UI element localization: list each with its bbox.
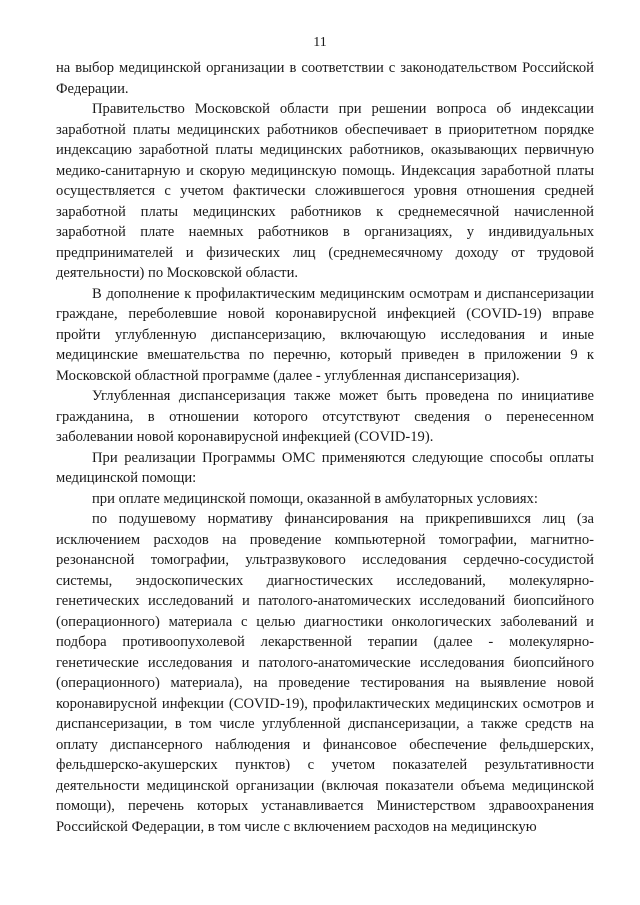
paragraph-per-capita-standard: по подушевому нормативу финансирования на прикрепившихся лиц (за исключением расходов на проведение компьютерной томографии, магнитно-резонансной томографии, ультразвукового исследования сердечно-сосудистой системы, эндоскопических диагностических исследований, молекулярно-генетических исследований и патолого-анатомических исследований биопсийного (операционного) материала с целью диагностики онкологических заболеваний и подбора противоопухолевой лекарственной терапии (далее - молекулярно-генетические исследования и патолого-анатомические исследования биопсийного (операционного) материала), на проведение тестирования на выявление новой коронавирусной инфекции (COVID-19), профилактических медицинских осмотров и диспансеризации, в том числе углубленной диспансеризации, а также средств на оплату диспансерного наблюдения и финансовое обеспечение фельдшерских, фельдшерско-акушерских пунктов) с учетом показателей результативности деятельности медицинской организации (включая показатели объема медицинской помощи), перечень которых устанавливается Министерством здравоохранения Российской Федерации, в том числе с включением расходов на медицинскую	[56, 511, 594, 835]
paragraph-payment-methods: При реализации Программы ОМС применяются следующие способы оплаты медицинской помощи:	[56, 449, 594, 486]
page-number: 11	[313, 35, 327, 50]
paragraph-outpatient-payment: при оплате медицинской помощи, оказанной в амбулаторных условиях:	[92, 490, 538, 507]
paragraph-dispensarization-initiative: Углубленная диспансеризация также может быть проведена по инициативе гражданина, в отношении которого отсутствуют сведения о перенесенном заболевании новой коронавирусной инфекцией (COVID-19).	[56, 388, 594, 445]
paragraph-salary-indexation: Правительство Московской области при решении вопроса об индексации заработной платы медицинских работников обеспечивает в приоритетном порядке индексацию заработной платы медицинских работников, оказывающих первичную медико-санитарную и скорую медицинскую помощь. Индексация заработной платы осуществляется с учетом фактически сложившегося уровня отношения средней заработной платы медицинских работников к среднемесячной начисленной заработной плате наемных работников в организациях, у индивидуальных предпринимателей и физических лиц (среднемесячному доходу от трудовой деятельности) по Московской области.	[56, 101, 594, 281]
paragraph-covid-dispensarization: В дополнение к профилактическим медицинским осмотрам и диспансеризации граждане, переболевшие новой коронавирусной инфекцией (COVID-19) вправе пройти углубленную диспансеризацию, включающую исследования и иные медицинские вмешательства по перечню, который приведен в приложении 9 к Московской областной программе (далее - углубленная диспансеризация).	[56, 285, 594, 384]
document-body	[56, 58, 594, 837]
paragraph-continuation: на выбор медицинской организации в соответствии с законодательством Российской Федерации.	[56, 60, 594, 97]
